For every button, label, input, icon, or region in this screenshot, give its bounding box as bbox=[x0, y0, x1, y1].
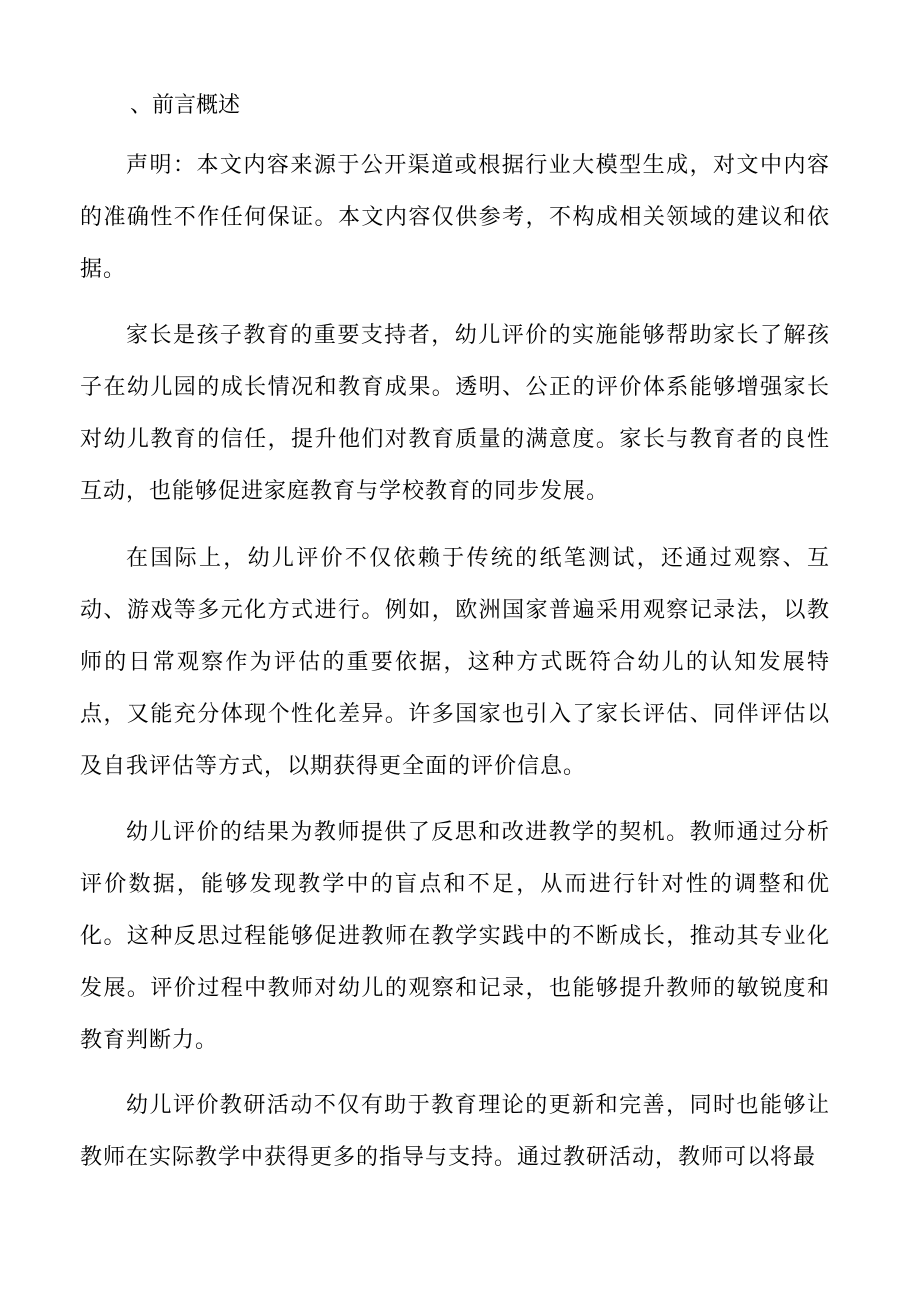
body-paragraph-international: 在国际上，幼儿评价不仅依赖于传统的纸笔测试，还通过观察、互动、游戏等多元化方式进行。例如，欧洲国家普遍采用观察记录法，以教师的日常观察作为评估的重要依据，这种方式既符合幼儿的认知发展特点，又能充分体现个性化差异。许多国家也引入了家长评估、同伴评估以及自我评估等方式，以期获得更全面的评价信息。 bbox=[80, 546, 830, 779]
body-paragraph-teachers: 幼儿评价的结果为教师提供了反思和改进教学的契机。教师通过分析评价数据，能够发现教学中的盲点和不足，从而进行针对性的调整和优化。这种反思过程能够促进教师在教学实践中的不断成长，推动其专业化发展。评价过程中教师对幼儿的观察和记录，也能够提升教师的敏锐度和教育判断力。 bbox=[80, 820, 830, 1053]
body-paragraph-research: 幼儿评价教研活动不仅有助于教育理论的更新和完善，同时也能够让教师在实际教学中获得更多的指导与支持。通过教研活动，教师可以将最 bbox=[80, 1093, 830, 1170]
section-heading: 、前言概述 bbox=[130, 93, 241, 118]
disclaimer-paragraph: 声明：本文内容来源于公开渠道或根据行业大模型生成，对文中内容的准确性不作任何保证。本文内容仅供参考，不构成相关领域的建议和依据。 bbox=[80, 153, 830, 282]
body-paragraph-parents: 家长是孩子教育的重要支持者，幼儿评价的实施能够帮助家长了解孩子在幼儿园的成长情况和教育成果。透明、公正的评价体系能够增强家长对幼儿教育的信任，提升他们对教育质量的满意度。家长与教育者的良性互动，也能够促进家庭教育与学校教育的同步发展。 bbox=[80, 323, 830, 504]
